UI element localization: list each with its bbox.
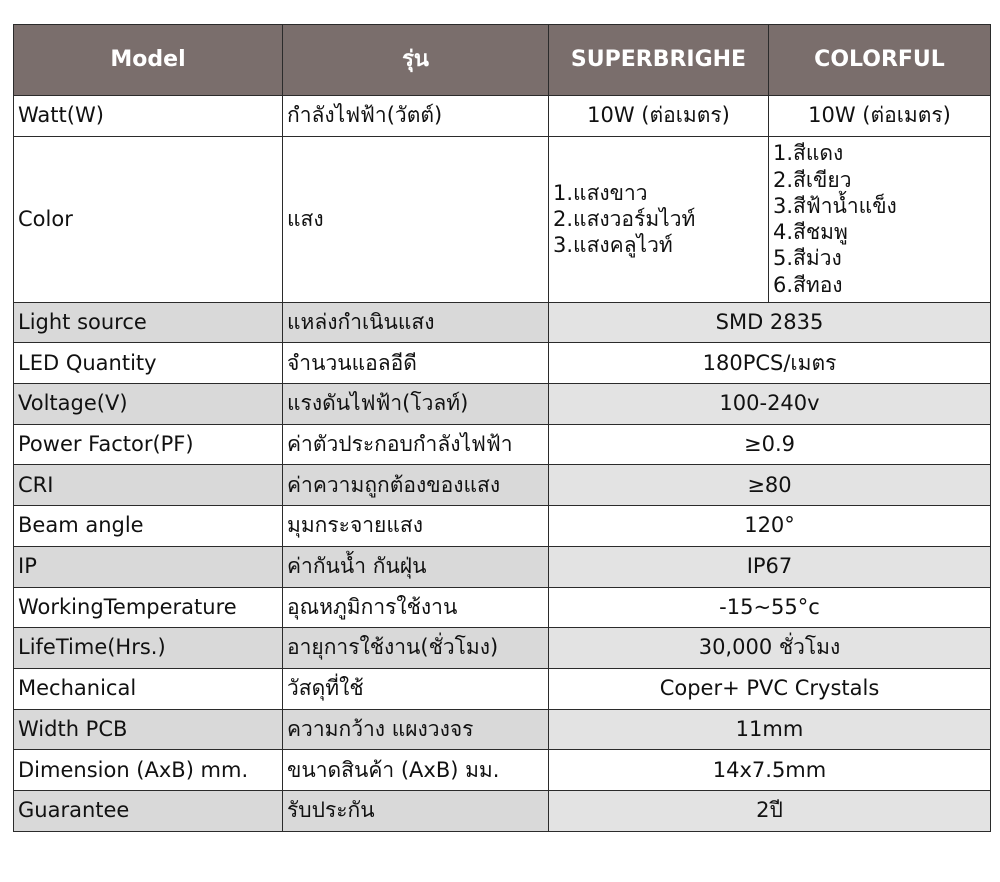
row-label: Light source bbox=[14, 302, 283, 343]
row-label: LED Quantity bbox=[14, 343, 283, 384]
list-item: 3.สีฟ้าน้ำแข็ง bbox=[773, 193, 897, 218]
header-row bbox=[14, 25, 991, 96]
table-row bbox=[14, 302, 991, 343]
header-superbright: SUPERBRIGHE bbox=[549, 25, 769, 96]
row-label: CRI bbox=[14, 465, 283, 506]
row-thai-label: แสง bbox=[283, 136, 549, 302]
row-value: ≥0.9 bbox=[549, 424, 991, 465]
list-item: 2.แสงวอร์มไวท์ bbox=[553, 207, 696, 232]
table-row bbox=[14, 750, 991, 791]
row-thai-label: ค่าตัวประกอบกำลังไฟฟ้า bbox=[283, 424, 549, 465]
spec-table bbox=[13, 24, 991, 832]
row-thai-label: วัสดุที่ใช้ bbox=[283, 668, 549, 709]
header-thai: รุ่น bbox=[283, 25, 549, 96]
table-row bbox=[14, 506, 991, 547]
list-item: 1.สีแดง bbox=[773, 141, 844, 166]
row-label: Voltage(V) bbox=[14, 384, 283, 425]
row-value: 14x7.5mm bbox=[549, 750, 991, 791]
row-value: 2ปี bbox=[549, 790, 991, 831]
table-row bbox=[14, 343, 991, 384]
header-model: Model bbox=[14, 25, 283, 96]
header-colorful: COLORFUL bbox=[769, 25, 991, 96]
row-thai-label: แหล่งกำเนินแสง bbox=[283, 302, 549, 343]
row-thai-label: มุมกระจายแสง bbox=[283, 506, 549, 547]
table-row bbox=[14, 587, 991, 628]
table-row bbox=[14, 668, 991, 709]
row-label: WorkingTemperature bbox=[14, 587, 283, 628]
table-row bbox=[14, 465, 991, 506]
row-value: SMD 2835 bbox=[549, 302, 991, 343]
row-value: 120° bbox=[549, 506, 991, 547]
list-item: 6.สีทอง bbox=[773, 272, 843, 297]
row-value: 11mm bbox=[549, 709, 991, 750]
table-row bbox=[14, 546, 991, 587]
list-item: 2.สีเขียว bbox=[773, 167, 852, 192]
row-thai-label: กำลังไฟฟ้า(วัตต์) bbox=[283, 96, 549, 137]
table-row bbox=[14, 384, 991, 425]
row-label: Beam angle bbox=[14, 506, 283, 547]
row-label: Color bbox=[14, 136, 283, 302]
table-row-color bbox=[14, 136, 991, 302]
table-row bbox=[14, 424, 991, 465]
list-item: 4.สีชมพู bbox=[773, 220, 848, 245]
row-thai-label: ขนาดสินค้า (AxB) มม. bbox=[283, 750, 549, 791]
superbright-color-list bbox=[549, 136, 769, 302]
row-thai-label: อายุการใช้งาน(ชั่วโมง) bbox=[283, 628, 549, 669]
table-row-watt bbox=[14, 96, 991, 137]
row-label: IP bbox=[14, 546, 283, 587]
row-thai-label: อุณหภูมิการใช้งาน bbox=[283, 587, 549, 628]
row-value: IP67 bbox=[549, 546, 991, 587]
row-thai-label: แรงดันไฟฟ้า(โวลท์) bbox=[283, 384, 549, 425]
table-row bbox=[14, 709, 991, 750]
row-label: Watt(W) bbox=[14, 96, 283, 137]
row-label: Power Factor(PF) bbox=[14, 424, 283, 465]
row-label: Mechanical bbox=[14, 668, 283, 709]
row-label: LifeTime(Hrs.) bbox=[14, 628, 283, 669]
list-item: 5.สีม่วง bbox=[773, 246, 842, 271]
superbright-value: 10W (ต่อเมตร) bbox=[549, 96, 769, 137]
table-row bbox=[14, 628, 991, 669]
row-thai-label: รับประกัน bbox=[283, 790, 549, 831]
row-value: -15~55°c bbox=[549, 587, 991, 628]
colorful-value: 10W (ต่อเมตร) bbox=[769, 96, 991, 137]
row-label: Dimension (AxB) mm. bbox=[14, 750, 283, 791]
row-thai-label: ค่ากันน้ำ กันฝุ่น bbox=[283, 546, 549, 587]
row-value: ≥80 bbox=[549, 465, 991, 506]
row-thai-label: ความกว้าง แผงวงจร bbox=[283, 709, 549, 750]
row-value: Coper+ PVC Crystals bbox=[549, 668, 991, 709]
row-value: 30,000 ชั่วโมง bbox=[549, 628, 991, 669]
row-thai-label: ค่าความถูกต้องของแสง bbox=[283, 465, 549, 506]
list-item: 3.แสงคลูไวท์ bbox=[553, 233, 673, 258]
row-value: 100-240v bbox=[549, 384, 991, 425]
list-item: 1.แสงขาว bbox=[553, 180, 648, 205]
row-thai-label: จำนวนแอลอีดี bbox=[283, 343, 549, 384]
row-label: Width PCB bbox=[14, 709, 283, 750]
colorful-color-list bbox=[769, 136, 991, 302]
row-label: Guarantee bbox=[14, 790, 283, 831]
row-value: 180PCS/เมตร bbox=[549, 343, 991, 384]
table-row bbox=[14, 790, 991, 831]
